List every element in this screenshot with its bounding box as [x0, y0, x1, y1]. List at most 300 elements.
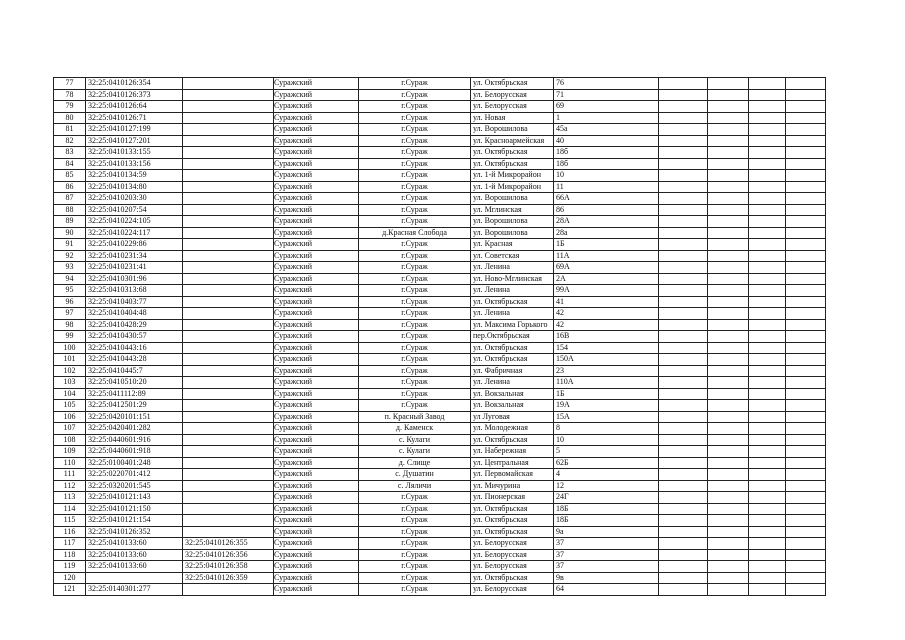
street-cell: пер.Октябрьская [471, 331, 554, 343]
related-cadastral-number-cell [183, 457, 274, 469]
empty-cell [708, 515, 749, 527]
empty-cell [708, 526, 749, 538]
empty-cell [786, 354, 826, 366]
house-number-cell: 1Б [554, 388, 659, 400]
related-cadastral-number-cell: 32:25:0410126:356 [183, 549, 274, 561]
street-cell: ул. Первомайская [471, 469, 554, 481]
empty-cell [708, 503, 749, 515]
settlement-cell: г.Сураж [359, 319, 471, 331]
row-number-cell: 92 [54, 250, 86, 262]
empty-cell [659, 480, 708, 492]
empty-cell [708, 549, 749, 561]
house-number-cell: 86 [554, 204, 659, 216]
empty-cell [749, 227, 786, 239]
related-cadastral-number-cell [183, 147, 274, 159]
cadastral-number-cell: 32:25:0410510:20 [86, 377, 183, 389]
district-cell: Суражский [274, 365, 359, 377]
empty-cell [786, 469, 826, 481]
street-cell: ул. Красноармейская [471, 135, 554, 147]
house-number-cell: 11 [554, 181, 659, 193]
empty-cell [786, 89, 826, 101]
empty-cell [786, 492, 826, 504]
cadastral-number-cell: 32:25:0410133:156 [86, 158, 183, 170]
related-cadastral-number-cell [183, 377, 274, 389]
related-cadastral-number-cell [183, 193, 274, 205]
empty-cell [749, 411, 786, 423]
street-cell: ул. Октябрьская [471, 296, 554, 308]
cadastral-number-cell: 32:25:0410121:143 [86, 492, 183, 504]
row-number-cell: 104 [54, 388, 86, 400]
empty-cell [749, 78, 786, 90]
settlement-cell: п. Красный Завод [359, 411, 471, 423]
row-number-cell: 106 [54, 411, 86, 423]
empty-cell [659, 227, 708, 239]
empty-cell [786, 411, 826, 423]
empty-cell [786, 365, 826, 377]
empty-cell [708, 147, 749, 159]
row-number-cell: 90 [54, 227, 86, 239]
empty-cell [749, 503, 786, 515]
empty-cell [749, 147, 786, 159]
table-row [54, 342, 826, 354]
empty-cell [749, 388, 786, 400]
empty-cell [786, 227, 826, 239]
empty-cell [659, 101, 708, 113]
empty-cell [708, 296, 749, 308]
house-number-cell: 40 [554, 135, 659, 147]
table-row [54, 319, 826, 331]
related-cadastral-number-cell [183, 181, 274, 193]
empty-cell [749, 365, 786, 377]
settlement-cell: г.Сураж [359, 239, 471, 251]
empty-cell [749, 434, 786, 446]
district-cell: Суражский [274, 170, 359, 182]
settlement-cell: г.Сураж [359, 388, 471, 400]
empty-cell [749, 469, 786, 481]
house-number-cell: 42 [554, 319, 659, 331]
row-number-cell: 91 [54, 239, 86, 251]
cadastral-number-cell: 32:25:0410403:77 [86, 296, 183, 308]
empty-cell [708, 158, 749, 170]
table-row [54, 273, 826, 285]
settlement-cell: г.Сураж [359, 89, 471, 101]
house-number-cell: 150А [554, 354, 659, 366]
empty-cell [786, 308, 826, 320]
empty-cell [786, 78, 826, 90]
settlement-cell: г.Сураж [359, 572, 471, 584]
table-row [54, 515, 826, 527]
table-row [54, 262, 826, 274]
related-cadastral-number-cell [183, 89, 274, 101]
street-cell: ул. Ленина [471, 308, 554, 320]
district-cell: Суражский [274, 377, 359, 389]
settlement-cell: г.Сураж [359, 112, 471, 124]
cadastral-number-cell: 32:25:0410134:59 [86, 170, 183, 182]
street-cell: ул. Мглинская [471, 204, 554, 216]
street-cell: ул. Ленина [471, 377, 554, 389]
empty-cell [786, 342, 826, 354]
house-number-cell: 18Б [554, 515, 659, 527]
table-row [54, 526, 826, 538]
table-row [54, 147, 826, 159]
related-cadastral-number-cell [183, 423, 274, 435]
district-cell: Суражский [274, 584, 359, 596]
district-cell: Суражский [274, 331, 359, 343]
street-cell: ул. Центральная [471, 457, 554, 469]
empty-cell [708, 101, 749, 113]
table-row [54, 354, 826, 366]
settlement-cell: г.Сураж [359, 170, 471, 182]
house-number-cell: 110А [554, 377, 659, 389]
cadastral-number-cell: 32:25:0440601:916 [86, 434, 183, 446]
house-number-cell: 99А [554, 285, 659, 297]
empty-cell [708, 170, 749, 182]
settlement-cell: с. Ляличи [359, 480, 471, 492]
related-cadastral-number-cell [183, 250, 274, 262]
row-number-cell: 97 [54, 308, 86, 320]
street-cell: ул. Пионерская [471, 492, 554, 504]
empty-cell [749, 515, 786, 527]
empty-cell [749, 354, 786, 366]
empty-cell [659, 561, 708, 573]
cadastral-number-cell [86, 572, 183, 584]
cadastral-number-cell: 32:25:0410126:64 [86, 101, 183, 113]
related-cadastral-number-cell [183, 503, 274, 515]
empty-cell [708, 480, 749, 492]
house-number-cell: 15А [554, 411, 659, 423]
empty-cell [749, 296, 786, 308]
house-number-cell: 23 [554, 365, 659, 377]
empty-cell [659, 285, 708, 297]
empty-cell [786, 319, 826, 331]
empty-cell [749, 538, 786, 550]
related-cadastral-number-cell [183, 411, 274, 423]
related-cadastral-number-cell [183, 124, 274, 136]
district-cell: Суражский [274, 273, 359, 285]
empty-cell [708, 239, 749, 251]
empty-cell [659, 216, 708, 228]
table-row [54, 446, 826, 458]
empty-cell [786, 285, 826, 297]
street-cell: ул. Советская [471, 250, 554, 262]
settlement-cell: г.Сураж [359, 181, 471, 193]
related-cadastral-number-cell [183, 227, 274, 239]
empty-cell [659, 78, 708, 90]
empty-cell [786, 193, 826, 205]
property-registry-table [53, 77, 826, 596]
district-cell: Суражский [274, 411, 359, 423]
cadastral-number-cell: 32:25:0410313:68 [86, 285, 183, 297]
settlement-cell: г.Сураж [359, 400, 471, 412]
row-number-cell: 103 [54, 377, 86, 389]
empty-cell [749, 239, 786, 251]
district-cell: Суражский [274, 135, 359, 147]
settlement-cell: с. Кулаги [359, 434, 471, 446]
district-cell: Суражский [274, 526, 359, 538]
row-number-cell: 77 [54, 78, 86, 90]
empty-cell [749, 308, 786, 320]
cadastral-number-cell: 32:25:0410443:28 [86, 354, 183, 366]
cadastral-number-cell: 32:25:0410126:354 [86, 78, 183, 90]
district-cell: Суражский [274, 400, 359, 412]
empty-cell [708, 78, 749, 90]
table-row [54, 204, 826, 216]
row-number-cell: 109 [54, 446, 86, 458]
empty-cell [708, 89, 749, 101]
empty-cell [786, 124, 826, 136]
street-cell: ул. Октябрьская [471, 434, 554, 446]
street-cell: ул. Ворошилова [471, 216, 554, 228]
settlement-cell: с. Душатин [359, 469, 471, 481]
empty-cell [749, 124, 786, 136]
empty-cell [659, 469, 708, 481]
row-number-cell: 86 [54, 181, 86, 193]
related-cadastral-number-cell: 32:25:0410126:358 [183, 561, 274, 573]
table-row [54, 112, 826, 124]
table-row [54, 423, 826, 435]
street-cell: ул. Октябрьская [471, 515, 554, 527]
empty-cell [749, 331, 786, 343]
empty-cell [749, 446, 786, 458]
settlement-cell: г.Сураж [359, 193, 471, 205]
district-cell: Суражский [274, 561, 359, 573]
settlement-cell: г.Сураж [359, 296, 471, 308]
row-number-cell: 93 [54, 262, 86, 274]
row-number-cell: 78 [54, 89, 86, 101]
related-cadastral-number-cell [183, 354, 274, 366]
table-row [54, 170, 826, 182]
related-cadastral-number-cell [183, 273, 274, 285]
row-number-cell: 87 [54, 193, 86, 205]
settlement-cell: г.Сураж [359, 561, 471, 573]
row-number-cell: 85 [54, 170, 86, 182]
district-cell: Суражский [274, 342, 359, 354]
settlement-cell: г.Сураж [359, 101, 471, 113]
empty-cell [786, 434, 826, 446]
empty-cell [659, 400, 708, 412]
row-number-cell: 112 [54, 480, 86, 492]
house-number-cell: 28А [554, 216, 659, 228]
empty-cell [659, 365, 708, 377]
district-cell: Суражский [274, 308, 359, 320]
empty-cell [749, 112, 786, 124]
table-row [54, 377, 826, 389]
empty-cell [659, 411, 708, 423]
table-row [54, 101, 826, 113]
table-row [54, 480, 826, 492]
settlement-cell: г.Сураж [359, 492, 471, 504]
table-row [54, 584, 826, 596]
empty-cell [659, 515, 708, 527]
cadastral-number-cell: 32:25:0410231:34 [86, 250, 183, 262]
cadastral-number-cell: 32:25:0410430:57 [86, 331, 183, 343]
related-cadastral-number-cell [183, 319, 274, 331]
empty-cell [659, 388, 708, 400]
related-cadastral-number-cell [183, 434, 274, 446]
row-number-cell: 111 [54, 469, 86, 481]
empty-cell [659, 308, 708, 320]
settlement-cell: г.Сураж [359, 354, 471, 366]
empty-cell [708, 285, 749, 297]
house-number-cell: 1 [554, 112, 659, 124]
street-cell: ул. Ворошилова [471, 227, 554, 239]
empty-cell [708, 273, 749, 285]
empty-cell [786, 273, 826, 285]
empty-cell [749, 492, 786, 504]
related-cadastral-number-cell [183, 262, 274, 274]
house-number-cell: 18Б [554, 503, 659, 515]
house-number-cell: 62Б [554, 457, 659, 469]
empty-cell [708, 204, 749, 216]
related-cadastral-number-cell [183, 388, 274, 400]
empty-cell [708, 354, 749, 366]
cadastral-number-cell: 32:25:0220701:412 [86, 469, 183, 481]
empty-cell [749, 549, 786, 561]
settlement-cell: г.Сураж [359, 135, 471, 147]
district-cell: Суражский [274, 469, 359, 481]
settlement-cell: г.Сураж [359, 549, 471, 561]
table-row [54, 572, 826, 584]
house-number-cell: 154 [554, 342, 659, 354]
empty-cell [786, 331, 826, 343]
settlement-cell: г.Сураж [359, 538, 471, 550]
street-cell: ул. 1-й Микрорайон [471, 170, 554, 182]
table-row [54, 538, 826, 550]
empty-cell [708, 469, 749, 481]
district-cell: Суражский [274, 434, 359, 446]
empty-cell [708, 584, 749, 596]
empty-cell [708, 434, 749, 446]
cadastral-number-cell: 32:25:0410134:80 [86, 181, 183, 193]
district-cell: Суражский [274, 515, 359, 527]
cadastral-number-cell: 32:25:0410445:7 [86, 365, 183, 377]
empty-cell [659, 446, 708, 458]
district-cell: Суражский [274, 388, 359, 400]
table-row [54, 331, 826, 343]
district-cell: Суражский [274, 147, 359, 159]
street-cell: ул. Белорусская [471, 538, 554, 550]
district-cell: Суражский [274, 158, 359, 170]
table-row [54, 158, 826, 170]
row-number-cell: 115 [54, 515, 86, 527]
empty-cell [786, 112, 826, 124]
street-cell: ул. Ворошилова [471, 124, 554, 136]
street-cell: ул. Белорусская [471, 561, 554, 573]
cadastral-number-cell: 32:25:0410443:16 [86, 342, 183, 354]
empty-cell [708, 446, 749, 458]
table-row [54, 492, 826, 504]
settlement-cell: г.Сураж [359, 526, 471, 538]
table-row [54, 561, 826, 573]
row-number-cell: 107 [54, 423, 86, 435]
cadastral-number-cell: 32:25:0410121:150 [86, 503, 183, 515]
empty-cell [708, 124, 749, 136]
house-number-cell: 8 [554, 423, 659, 435]
empty-cell [659, 170, 708, 182]
table-row [54, 296, 826, 308]
house-number-cell: 24Г [554, 492, 659, 504]
district-cell: Суражский [274, 101, 359, 113]
district-cell: Суражский [274, 354, 359, 366]
cadastral-number-cell: 32:25:0420101:151 [86, 411, 183, 423]
street-cell: ул Луговая [471, 411, 554, 423]
empty-cell [659, 204, 708, 216]
street-cell: ул. Октябрьская [471, 147, 554, 159]
settlement-cell: д. Слище [359, 457, 471, 469]
empty-cell [786, 538, 826, 550]
table-row [54, 388, 826, 400]
cadastral-number-cell: 32:25:0100401:248 [86, 457, 183, 469]
house-number-cell: 37 [554, 561, 659, 573]
empty-cell [786, 457, 826, 469]
house-number-cell: 4 [554, 469, 659, 481]
street-cell: ул. Октябрьская [471, 503, 554, 515]
related-cadastral-number-cell [183, 400, 274, 412]
empty-cell [749, 342, 786, 354]
empty-cell [786, 135, 826, 147]
empty-cell [749, 204, 786, 216]
empty-cell [659, 262, 708, 274]
empty-cell [708, 411, 749, 423]
cadastral-number-cell: 32:25:0410224:117 [86, 227, 183, 239]
house-number-cell: 10 [554, 170, 659, 182]
empty-cell [749, 158, 786, 170]
table-row [54, 411, 826, 423]
row-number-cell: 108 [54, 434, 86, 446]
empty-cell [786, 526, 826, 538]
related-cadastral-number-cell [183, 584, 274, 596]
empty-cell [749, 526, 786, 538]
empty-cell [749, 181, 786, 193]
house-number-cell: 66А [554, 193, 659, 205]
empty-cell [708, 423, 749, 435]
related-cadastral-number-cell [183, 158, 274, 170]
empty-cell [659, 181, 708, 193]
settlement-cell: г.Сураж [359, 250, 471, 262]
related-cadastral-number-cell [183, 101, 274, 113]
row-number-cell: 117 [54, 538, 86, 550]
house-number-cell: 37 [554, 549, 659, 561]
empty-cell [749, 101, 786, 113]
street-cell: ул. Белорусская [471, 584, 554, 596]
empty-cell [786, 204, 826, 216]
table-row [54, 181, 826, 193]
street-cell: ул. Набережная [471, 446, 554, 458]
cadastral-number-cell: 32:25:0410127:199 [86, 124, 183, 136]
cadastral-number-cell: 32:25:0410126:71 [86, 112, 183, 124]
empty-cell [659, 434, 708, 446]
related-cadastral-number-cell [183, 515, 274, 527]
street-cell: ул. Ворошилова [471, 193, 554, 205]
street-cell: ул. Белорусская [471, 101, 554, 113]
district-cell: Суражский [274, 285, 359, 297]
cadastral-number-cell: 32:25:0410133:60 [86, 561, 183, 573]
district-cell: Суражский [274, 492, 359, 504]
district-cell: Суражский [274, 262, 359, 274]
empty-cell [749, 423, 786, 435]
cadastral-number-cell: 32:25:0410231:41 [86, 262, 183, 274]
related-cadastral-number-cell [183, 112, 274, 124]
district-cell: Суражский [274, 250, 359, 262]
street-cell: ул. Мичурина [471, 480, 554, 492]
table-row [54, 365, 826, 377]
cadastral-number-cell: 32:25:0410229:86 [86, 239, 183, 251]
empty-cell [708, 227, 749, 239]
street-cell: ул. Белорусская [471, 549, 554, 561]
empty-cell [659, 147, 708, 159]
row-number-cell: 79 [54, 101, 86, 113]
related-cadastral-number-cell [183, 480, 274, 492]
